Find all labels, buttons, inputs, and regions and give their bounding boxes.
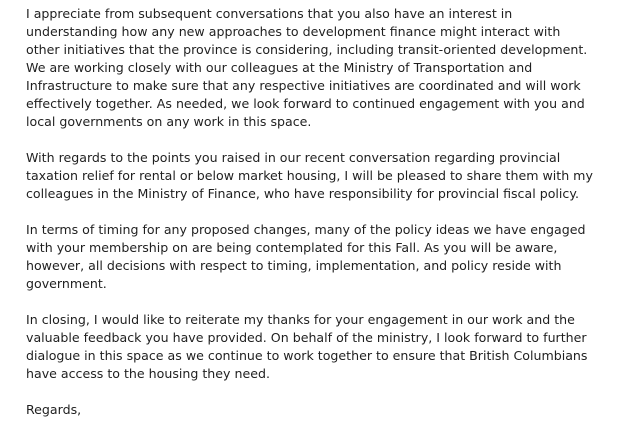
text-line: In terms of timing for any proposed changes, many of the policy ideas we have engaged bbox=[26, 222, 586, 237]
text-line: effectively together. As needed, we look forward to continued engagement with you and bbox=[26, 96, 585, 111]
text-line: dialogue in this space as we continue to work together to ensure that British Columbians bbox=[26, 348, 588, 363]
text-line: With regards to the points you raised in our recent conversation regarding provincial bbox=[26, 150, 561, 165]
text-line: colleagues in the Ministry of Finance, who have responsibility for provincial fiscal policy. bbox=[26, 186, 579, 201]
text-line: however, all decisions with respect to timing, implementation, and policy reside with bbox=[26, 258, 562, 273]
text-line: I appreciate from subsequent conversations that you also have an interest in bbox=[26, 6, 513, 21]
text-line: local governments on any work in this space. bbox=[26, 114, 312, 129]
sign-off bbox=[26, 401, 616, 419]
text-line: We are working closely with our colleagues at the Ministry of Transportation and bbox=[26, 60, 533, 75]
text-line: In closing, I would like to reiterate my thanks for your engagement in our work and the bbox=[26, 312, 575, 327]
text-line: taxation relief for rental or below market housing, I will be pleased to share them with my bbox=[26, 168, 593, 183]
paragraph-development-finance bbox=[26, 5, 616, 131]
paragraph-taxation-relief bbox=[26, 149, 616, 203]
paragraph-closing bbox=[26, 311, 616, 383]
text-line: valuable feedback you have provided. On behalf of the ministry, I look forward to further bbox=[26, 330, 587, 345]
text-line: other initiatives that the province is considering, including transit-oriented development. bbox=[26, 42, 588, 57]
text-line: with your membership on are being contemplated for this Fall. As you will be aware, bbox=[26, 240, 558, 255]
text-line: government. bbox=[26, 276, 107, 291]
text-line: have access to the housing they need. bbox=[26, 366, 270, 381]
text-line: Infrastructure to make sure that any respective initiatives are coordinated and will work bbox=[26, 78, 581, 93]
letter-body bbox=[26, 5, 616, 437]
text-line: understanding how any new approaches to development finance might interact with bbox=[26, 24, 561, 39]
paragraph-timing bbox=[26, 221, 616, 293]
text-line: Regards, bbox=[26, 402, 82, 417]
